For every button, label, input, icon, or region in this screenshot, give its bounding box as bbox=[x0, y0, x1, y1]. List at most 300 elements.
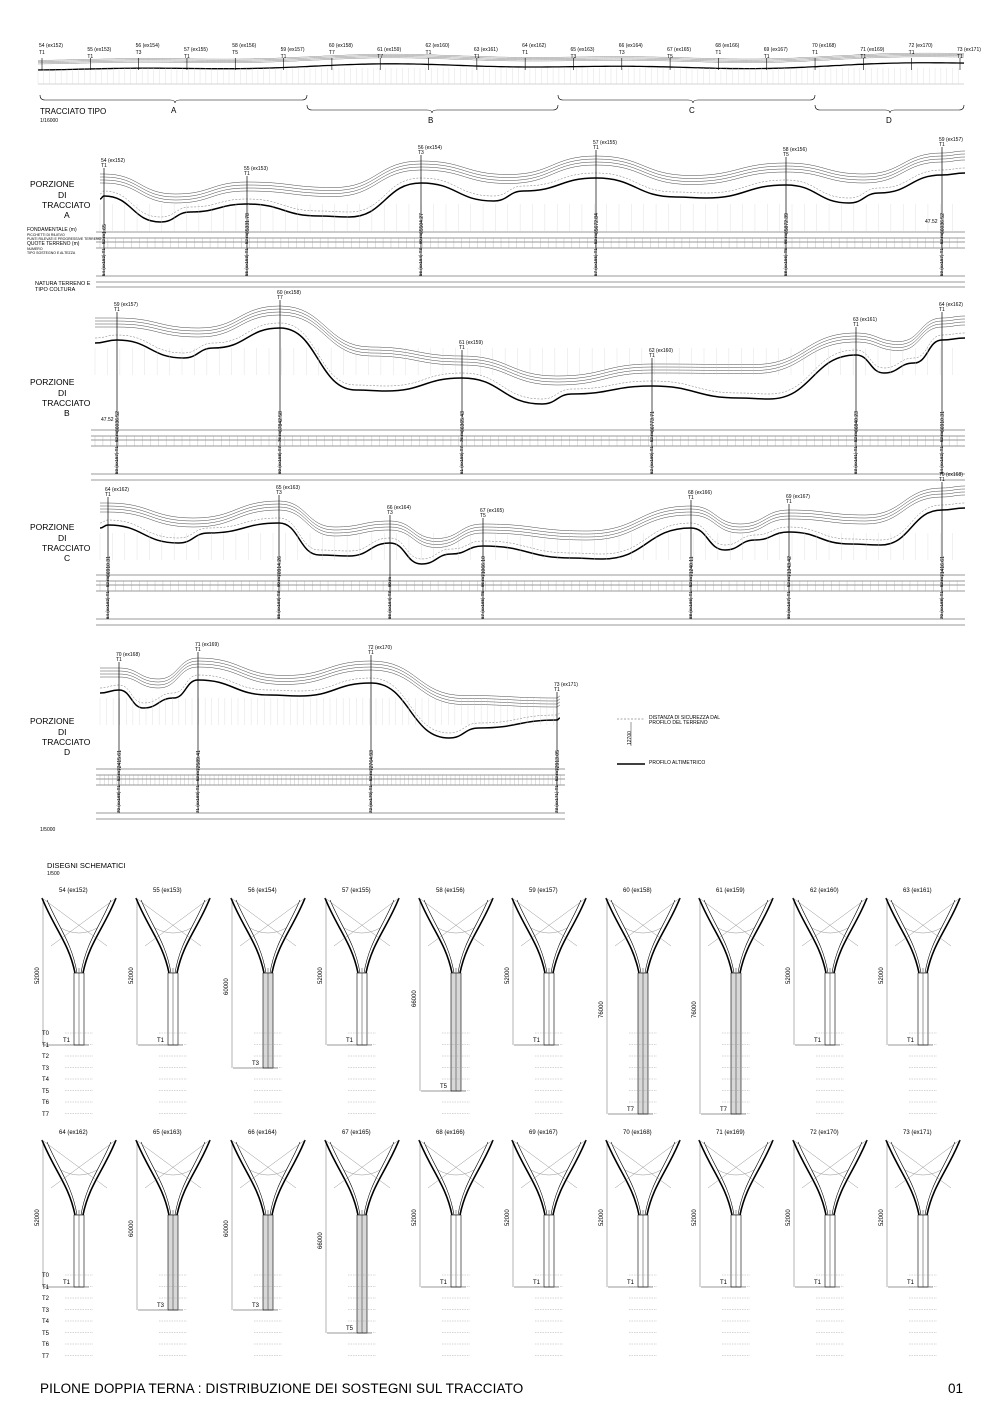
tower-drawing bbox=[512, 898, 586, 1114]
section-pole-elevation: 67842.58 bbox=[278, 411, 284, 432]
tower-drawing bbox=[512, 1140, 586, 1356]
tower-left-arm bbox=[231, 1140, 264, 1215]
overview-pole-type: T1 bbox=[812, 50, 818, 56]
tower-height: 52000 bbox=[35, 1208, 41, 1226]
tower-type-label: T1 bbox=[157, 1038, 165, 1044]
overview-pole-type: T1 bbox=[715, 50, 722, 56]
overview-pole-id: 72 (ex170) bbox=[908, 43, 933, 49]
tower-left-arm bbox=[886, 898, 919, 973]
tower-type-label: T3 bbox=[252, 1061, 260, 1067]
section-pole-elevation: 66365.43 bbox=[460, 411, 466, 432]
tower-right-arm bbox=[647, 1140, 680, 1215]
section-title-word: PORZIONE bbox=[30, 179, 75, 189]
tower-brace bbox=[145, 898, 210, 946]
tower-height: 52000 bbox=[505, 966, 511, 984]
tower-type-label: T1 bbox=[63, 1280, 71, 1286]
tower-right-arm bbox=[366, 1140, 399, 1215]
tower-type-label: T1 bbox=[440, 1280, 448, 1286]
section-pole-id: 71 (ex169) bbox=[195, 642, 219, 648]
tower-id: 73 (ex171) bbox=[903, 1130, 932, 1136]
overview-pole-type: T1 bbox=[763, 54, 770, 60]
row-label: NATURA TERRENO E bbox=[35, 281, 91, 287]
tower-type-label: T3 bbox=[252, 1303, 260, 1309]
tower-brace bbox=[231, 1140, 296, 1188]
section-pole-type: T1 bbox=[368, 650, 374, 656]
section-conductor bbox=[100, 160, 965, 203]
tower-left-arm bbox=[793, 898, 826, 973]
section-pole-code: 72 (ex170) T1 - 52 m bbox=[368, 771, 373, 813]
section-pole-type: T3 bbox=[418, 150, 424, 156]
page-number: 01 bbox=[948, 1381, 964, 1396]
tower-left-arm bbox=[699, 1140, 732, 1215]
tower-brace bbox=[334, 898, 399, 946]
tower-brace bbox=[419, 898, 484, 946]
section-conductor bbox=[100, 157, 965, 200]
tower-height: 76000 bbox=[692, 1001, 698, 1018]
tower-right-arm bbox=[834, 898, 867, 973]
overview-pole-id: 70 (ex168) bbox=[812, 43, 836, 49]
overview-pole-type: T1 bbox=[87, 54, 94, 60]
overview-pole-type: T1 bbox=[280, 54, 287, 60]
tower-left-arm bbox=[231, 898, 264, 973]
tower-id: 65 (ex163) bbox=[153, 1130, 182, 1136]
overview-pole-type: T1 bbox=[473, 54, 480, 60]
level-label: T0 bbox=[42, 1031, 50, 1037]
section-title-word: DI bbox=[58, 388, 67, 398]
tower-right-arm bbox=[177, 898, 210, 973]
tower-height: 52000 bbox=[35, 966, 41, 984]
overview-pole-id: 71 (ex169) bbox=[860, 47, 885, 53]
tower-crossbar bbox=[625, 928, 661, 933]
section-pole-code: 64 (ex162) T1 - 52 m bbox=[939, 432, 944, 474]
tower-crossbar bbox=[155, 1170, 191, 1175]
segment-brace bbox=[307, 105, 558, 113]
tower-type-label: T7 bbox=[720, 1107, 728, 1113]
tower-right-arm bbox=[366, 898, 399, 973]
tower-drawing bbox=[606, 898, 680, 1114]
row-label: FONDAMENTALE (m) bbox=[27, 227, 77, 233]
tower-height: 52000 bbox=[318, 966, 324, 984]
tower-right-arm bbox=[272, 898, 305, 973]
section-pole-type: T1 bbox=[114, 307, 120, 313]
section-pole-id: 60 (ex158) bbox=[277, 290, 301, 296]
tower-id: 63 (ex161) bbox=[903, 888, 932, 894]
overview-label: TRACCIATO TIPO bbox=[40, 107, 107, 116]
tower-brace bbox=[512, 1140, 577, 1188]
section-pole-type: T7 bbox=[277, 295, 283, 301]
section-pole-type: T1 bbox=[786, 499, 792, 505]
section-letter: A bbox=[64, 210, 70, 220]
tower-id: 60 (ex158) bbox=[623, 888, 652, 894]
tower-drawing bbox=[136, 1140, 210, 1356]
section-pole-id: 61 (ex159) bbox=[459, 340, 483, 346]
level-label: T4 bbox=[42, 1077, 50, 1083]
tower-height: 52000 bbox=[129, 966, 135, 984]
tower-right-arm bbox=[272, 1140, 305, 1215]
section-letter: B bbox=[64, 408, 70, 418]
tower-height: 52000 bbox=[879, 1208, 885, 1226]
segment-letter: D bbox=[886, 116, 892, 125]
tower-right-arm bbox=[83, 898, 116, 973]
segment-brace bbox=[815, 105, 964, 113]
overview-scale: 1/16000 bbox=[40, 118, 59, 124]
section-pole-code: 59 (ex157) T1 - 52 m bbox=[939, 234, 944, 276]
overview-pole-id: 59 (ex157) bbox=[280, 47, 305, 53]
tower-right-arm bbox=[834, 1140, 867, 1215]
tower-brace bbox=[51, 1140, 116, 1188]
level-label: T2 bbox=[42, 1296, 50, 1302]
level-label: T3 bbox=[42, 1065, 50, 1072]
overview-pole-type: T3 bbox=[618, 50, 625, 56]
tower-crossbar bbox=[61, 928, 97, 933]
overview-pole-id: 63 (ex161) bbox=[473, 47, 498, 53]
section-pole-id: 70 (ex168) bbox=[939, 472, 963, 478]
section-pole-code: 73 (ex171) T1 - 52 m bbox=[554, 771, 559, 813]
legend-safety-label: DISTANZA DI SICUREZZA DAL PROFILO DEL TERRENO bbox=[649, 715, 720, 727]
tower-crossbar bbox=[905, 1170, 941, 1175]
tower-right-arm bbox=[647, 898, 680, 973]
tower-type-label: T1 bbox=[814, 1038, 822, 1044]
section-pole-code: 64 (ex162) T1 - 52 m bbox=[105, 577, 110, 619]
overview-pole-type: T1 bbox=[957, 54, 963, 60]
overview-pole-id: 69 (ex167) bbox=[763, 47, 788, 53]
section-pole-type: T5 bbox=[480, 513, 486, 519]
tower-drawing bbox=[42, 898, 116, 1114]
section-pole-elevation: 66840.23 bbox=[854, 411, 860, 432]
section-pole-elevation: 71416.61 bbox=[940, 556, 946, 577]
tower-crossbar bbox=[250, 928, 286, 933]
section-pole-id: 59 (ex157) bbox=[939, 137, 963, 143]
section-title-word: TRACCIATO bbox=[42, 398, 91, 408]
level-label: T5 bbox=[42, 1088, 50, 1095]
tower-brace bbox=[42, 898, 107, 946]
tower-brace bbox=[606, 1140, 671, 1188]
tower-id: 68 (ex166) bbox=[436, 1130, 465, 1136]
tower-brace bbox=[606, 898, 671, 946]
section-pole-code: 62 (ex160) T1 - 52 m bbox=[649, 432, 654, 474]
tower-type-label: T1 bbox=[63, 1038, 71, 1044]
section-pole-type: T1 bbox=[688, 495, 694, 501]
tower-type-label: T1 bbox=[627, 1280, 635, 1286]
overview-pole-id: 62 (ex160) bbox=[425, 43, 450, 49]
section-pole-id: 55 (ex153) bbox=[244, 166, 268, 172]
tower-brace bbox=[615, 1140, 680, 1188]
tower-left-arm bbox=[886, 1140, 919, 1215]
section-pole-code: 58 (ex156) T5 - 66 m bbox=[783, 234, 788, 276]
section-pole-elevation: 65872.39 bbox=[784, 213, 790, 234]
segment-letter: A bbox=[171, 106, 177, 115]
row-label: PICCHETTI DI RILIEVO bbox=[27, 233, 65, 237]
tower-type-label: T5 bbox=[440, 1084, 448, 1090]
section-pole-elevation: 1.65 bbox=[102, 224, 108, 234]
page-title: PILONE DOPPIA TERNA : DISTRIBUZIONE DEI SOSTEGNI SUL TRACCIATO bbox=[40, 1381, 524, 1396]
tower-brace bbox=[231, 898, 296, 946]
tower-right-arm bbox=[740, 898, 773, 973]
section-pole-code: 65 (ex163) T3 - 60 m bbox=[276, 577, 281, 619]
tower-brace bbox=[325, 1140, 390, 1188]
tower-drawing bbox=[42, 1140, 116, 1356]
overview-pole-type: T3 bbox=[570, 54, 577, 60]
tower-type-label: T3 bbox=[157, 1303, 165, 1309]
tower-crossbar bbox=[250, 1170, 286, 1175]
tower-crossbar bbox=[344, 928, 380, 933]
row-label: PUNTI RILEVATI E PROGRESSIVE TERRENO bbox=[27, 237, 102, 241]
section-pole-type: T1 bbox=[244, 171, 250, 177]
section-pole-id: 57 (ex155) bbox=[593, 140, 617, 146]
tower-brace bbox=[145, 1140, 210, 1188]
section-pole-id: 69 (ex167) bbox=[786, 494, 810, 500]
tower-drawing bbox=[699, 898, 773, 1114]
tower-id: 69 (ex167) bbox=[529, 1130, 558, 1136]
tower-brace bbox=[521, 898, 586, 946]
tower-height: 52000 bbox=[599, 1208, 605, 1226]
section-pole-type: T1 bbox=[939, 477, 945, 483]
tower-brace bbox=[802, 898, 867, 946]
overview-pole-type: T1 bbox=[183, 54, 190, 60]
tower-brace bbox=[699, 898, 764, 946]
section-pole-type: T1 bbox=[105, 492, 111, 498]
tower-id: 54 (ex152) bbox=[59, 888, 88, 894]
tower-type-label: T1 bbox=[533, 1280, 541, 1286]
tower-right-arm bbox=[83, 1140, 116, 1215]
tower-height: 52000 bbox=[412, 1208, 418, 1226]
section-pole-code: 68 (ex166) T1 - 52 m bbox=[688, 577, 693, 619]
tower-brace bbox=[708, 898, 773, 946]
overview-pole-id: 73 (ex171) bbox=[957, 47, 981, 53]
tower-drawing bbox=[325, 1140, 399, 1356]
tower-drawing bbox=[793, 1140, 867, 1356]
tower-id: 59 (ex157) bbox=[529, 888, 558, 894]
section-pole-code: 54 (ex152) T1 - 52 m bbox=[101, 234, 106, 276]
tower-brace bbox=[512, 898, 577, 946]
tower-brace bbox=[419, 1140, 484, 1188]
tower-left-arm bbox=[512, 1140, 545, 1215]
section-pole-code: 69 (ex167) T1 - 52 m bbox=[786, 577, 791, 619]
tower-right-arm bbox=[553, 898, 586, 973]
tower-crossbar bbox=[344, 1170, 380, 1175]
segment-brace bbox=[558, 95, 815, 103]
overview-pole-type: T1 bbox=[39, 50, 45, 56]
tower-brace bbox=[334, 1140, 399, 1188]
tower-type-label: T1 bbox=[907, 1280, 915, 1286]
level-label: T7 bbox=[42, 1111, 50, 1118]
tower-id: 62 (ex160) bbox=[810, 888, 839, 894]
overview-pole-type: T1 bbox=[908, 50, 915, 56]
tower-drawing bbox=[136, 898, 210, 1114]
section-pole-elevation: 65672.84 bbox=[594, 213, 600, 234]
tower-height: 52000 bbox=[786, 966, 792, 984]
tower-brace bbox=[428, 1140, 493, 1188]
section-pole-elevation: 71343.42 bbox=[787, 556, 793, 577]
tower-type-label: T7 bbox=[627, 1107, 635, 1113]
tower-brace bbox=[521, 1140, 586, 1188]
row-label: NUMERO bbox=[27, 247, 43, 251]
level-label: T1 bbox=[42, 1042, 50, 1049]
tower-drawing bbox=[419, 1140, 493, 1356]
tower-height: 52000 bbox=[692, 1208, 698, 1226]
tower-height: 76000 bbox=[599, 1001, 605, 1018]
section-pole-id: 56 (ex154) bbox=[418, 145, 442, 151]
tower-brace bbox=[886, 1140, 951, 1188]
level-label: T2 bbox=[42, 1054, 50, 1060]
section-pole-type: T1 bbox=[554, 687, 560, 693]
overview-pole-id: 65 (ex163) bbox=[570, 47, 595, 53]
section-conductor bbox=[100, 151, 965, 194]
tower-crossbar bbox=[812, 928, 848, 933]
row-label: TIPO COLTURA bbox=[35, 287, 76, 293]
tower-brace bbox=[240, 1140, 305, 1188]
tower-right-arm bbox=[177, 1140, 210, 1215]
tower-crossbar bbox=[718, 928, 754, 933]
tower-id: 64 (ex162) bbox=[59, 1130, 88, 1136]
section-pole-elevation: 66910.31 bbox=[106, 556, 112, 577]
tower-id: 67 (ex165) bbox=[342, 1130, 371, 1136]
section-pole-elevation: 72913.05 bbox=[555, 750, 561, 771]
tower-brace bbox=[42, 1140, 107, 1188]
tower-drawing bbox=[231, 1140, 305, 1356]
tower-height: 60000 bbox=[224, 1220, 230, 1237]
tower-crossbar bbox=[61, 1170, 97, 1175]
tower-brace bbox=[708, 1140, 773, 1188]
section-pole-elevation: 72764.93 bbox=[369, 750, 375, 771]
tower-id: 70 (ex168) bbox=[623, 1130, 652, 1136]
tower-type-label: T5 bbox=[346, 1326, 354, 1332]
section-pole-id: 64 (ex162) bbox=[105, 487, 129, 493]
section-pole-id: 73 (ex171) bbox=[554, 682, 578, 688]
section-pole-elevation: 66773.71 bbox=[650, 411, 656, 432]
tower-left-arm bbox=[325, 1140, 358, 1215]
overview-pole-type: T7 bbox=[377, 54, 384, 60]
overview-pole-type: T5 bbox=[232, 50, 239, 56]
tower-brace bbox=[802, 1140, 867, 1188]
overview-pole-id: 64 (ex162) bbox=[522, 43, 547, 49]
tower-left-arm bbox=[136, 1140, 169, 1215]
tower-height: 52000 bbox=[879, 966, 885, 984]
tower-right-arm bbox=[553, 1140, 586, 1215]
tower-height: 66000 bbox=[318, 1231, 324, 1249]
section-title-word: PORZIONE bbox=[30, 716, 75, 726]
section-pole-elevation: 72415.61 bbox=[117, 750, 123, 771]
section-pole-id: 66 (ex164) bbox=[387, 505, 411, 511]
tower-right-arm bbox=[460, 1140, 493, 1215]
section-pole-code: 57 (ex155) T1 - 52 m bbox=[593, 234, 598, 276]
section-pole-elevation: 66036.52 bbox=[115, 411, 121, 432]
tower-drawing bbox=[793, 898, 867, 1114]
section-pole-code: 56 (ex154) T3 - 60 m bbox=[418, 234, 423, 276]
section-pole-code: 61 (ex159) T7 - 76 m bbox=[459, 432, 464, 474]
segment-brace bbox=[40, 95, 307, 103]
section-title-word: PORZIONE bbox=[30, 377, 75, 387]
tower-left-arm bbox=[136, 898, 169, 973]
tower-id: 58 (ex156) bbox=[436, 888, 465, 894]
section-pole-id: 65 (ex163) bbox=[276, 485, 300, 491]
tower-id: 55 (ex153) bbox=[153, 888, 182, 894]
section-pole-id: 54 (ex152) bbox=[101, 158, 125, 164]
tower-height: 60000 bbox=[129, 1220, 135, 1237]
section-letter: D bbox=[64, 747, 71, 757]
section-pole-elevation: 71240.11 bbox=[689, 556, 695, 577]
tower-left-arm bbox=[325, 898, 358, 973]
schematics-scale: 1/500 bbox=[47, 871, 60, 877]
tower-drawing bbox=[886, 1140, 960, 1356]
tower-drawing bbox=[886, 898, 960, 1114]
segment-letter: C bbox=[689, 106, 695, 115]
tower-id: 56 (ex154) bbox=[248, 888, 277, 894]
tower-brace bbox=[136, 898, 201, 946]
level-label: T0 bbox=[42, 1273, 50, 1279]
tower-left-arm bbox=[42, 898, 75, 973]
section-pole-code: 63 (ex161) T1 - 52 m bbox=[853, 432, 858, 474]
tower-type-label: T1 bbox=[346, 1038, 354, 1044]
tower-type-label: T1 bbox=[814, 1280, 822, 1286]
overview-pole-type: T1 bbox=[522, 50, 528, 56]
tower-left-arm bbox=[699, 898, 732, 973]
tower-left-arm bbox=[606, 898, 639, 973]
section-pole-code: 55 (ex153) T1 - 52 m bbox=[244, 234, 249, 276]
overview-pole-id: 61 (ex159) bbox=[377, 47, 402, 53]
overview-pole-id: 56 (ex154) bbox=[135, 43, 160, 49]
tower-left-arm bbox=[512, 898, 545, 973]
section-pole-id: 72 (ex170) bbox=[368, 645, 392, 651]
tower-crossbar bbox=[155, 928, 191, 933]
section-pole-code: 66 (ex164) T3 - 60 m bbox=[387, 577, 392, 619]
level-label: T1 bbox=[42, 1284, 50, 1291]
tower-crossbar bbox=[438, 928, 474, 933]
tower-brace bbox=[793, 898, 858, 946]
tower-brace bbox=[136, 1140, 201, 1188]
section-pole-type: T1 bbox=[101, 163, 107, 169]
section-title-word: TRACCIATO bbox=[42, 737, 91, 747]
tower-height: 52000 bbox=[505, 1208, 511, 1226]
section-pole-id: 67 (ex165) bbox=[480, 508, 504, 514]
section-pole-code: 67 (ex165) T5 - 66 m bbox=[480, 577, 485, 619]
section-pole-code: 70 (ex168) T1 - 52 m bbox=[939, 577, 944, 619]
tower-id: 61 (ex159) bbox=[716, 888, 745, 894]
tower-type-label: T1 bbox=[720, 1280, 728, 1286]
overview-pole-id: 58 (ex156) bbox=[232, 43, 257, 49]
tower-id: 57 (ex155) bbox=[342, 888, 371, 894]
tower-id: 71 (ex169) bbox=[716, 1130, 745, 1136]
tower-brace bbox=[428, 898, 493, 946]
tower-right-arm bbox=[740, 1140, 773, 1215]
section-conductor bbox=[100, 661, 560, 701]
tower-drawing bbox=[231, 898, 305, 1114]
tower-drawing bbox=[419, 898, 493, 1114]
legend-profile-label: PROFILO ALTIMETRICO bbox=[649, 760, 706, 766]
tower-crossbar bbox=[905, 928, 941, 933]
tower-id: 72 (ex170) bbox=[810, 1130, 839, 1136]
overview-pole-id: 54 (ex152) bbox=[39, 43, 63, 49]
tower-drawing bbox=[325, 898, 399, 1114]
overview-pole-id: 67 (ex165) bbox=[667, 47, 691, 53]
tower-brace bbox=[240, 898, 305, 946]
overview-pole-id: 57 (ex155) bbox=[183, 47, 208, 53]
tower-id: 66 (ex164) bbox=[248, 1130, 277, 1136]
section-pole-id: 59 (ex157) bbox=[114, 302, 138, 308]
tower-crossbar bbox=[718, 1170, 754, 1175]
section-pole-elevation: 71066.10 bbox=[481, 556, 487, 577]
section-title-word: DI bbox=[58, 190, 67, 200]
section-pole-code: 60 (ex158) T7 - 76 m bbox=[277, 432, 282, 474]
section-pole-elevation: 66910.31 bbox=[940, 411, 946, 432]
tower-brace bbox=[886, 898, 951, 946]
section-extra-value: 47.52 bbox=[101, 417, 114, 423]
tower-drawing bbox=[606, 1140, 680, 1356]
tower-height: 66000 bbox=[412, 989, 418, 1007]
tower-type-label: T1 bbox=[533, 1038, 541, 1044]
section-pole-elevation: 65331.78 bbox=[245, 213, 251, 234]
tower-left-arm bbox=[606, 1140, 639, 1215]
